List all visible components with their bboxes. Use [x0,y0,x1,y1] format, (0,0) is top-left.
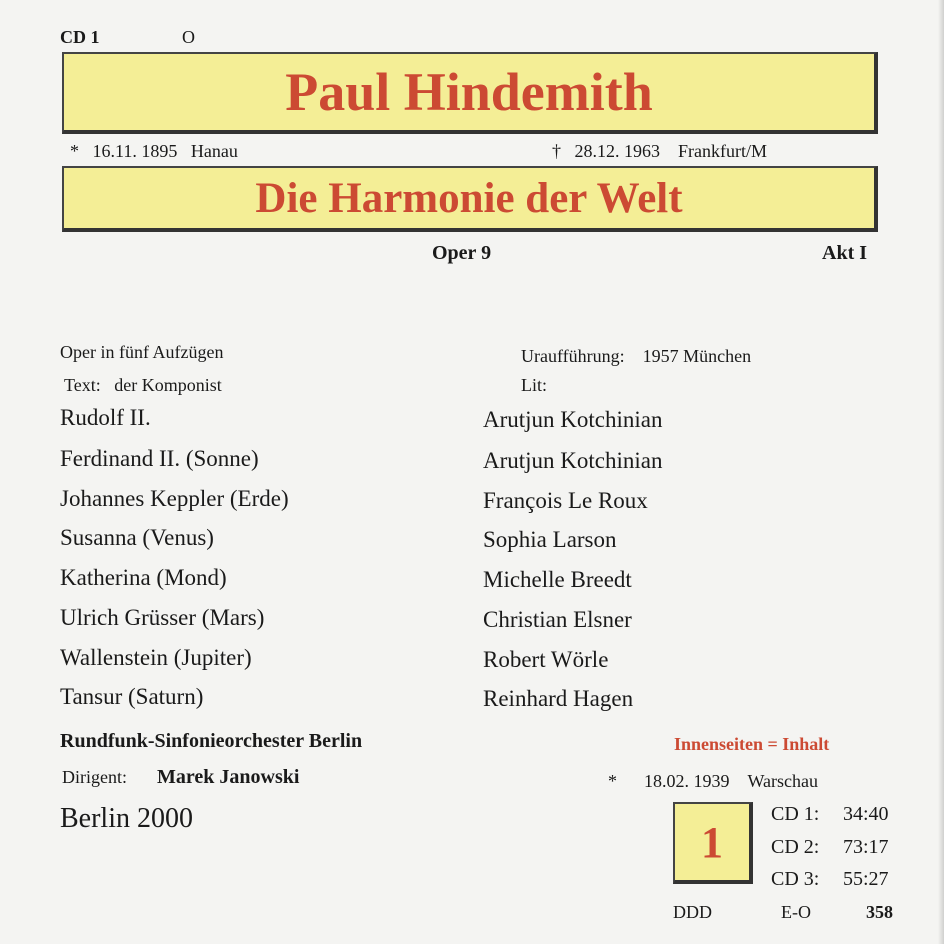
birth-symbol: * [70,141,79,161]
cast-singer: Arutjun Kotchinian [483,407,663,432]
cast-singer: Robert Wörle [483,647,609,672]
duration-time: 34:40 [843,803,889,825]
cast-singer: Sophia Larson [483,527,617,552]
conductor-birth-symbol: * [608,771,617,791]
cd-number-box [673,802,753,884]
lit-label: Lit: [521,375,547,395]
text-label: Text: [64,375,101,395]
cd-number: 1 [701,817,723,867]
conductor-birth-date: 18.02. 1939 [644,771,730,791]
act: Akt I [822,242,868,264]
cast-role: Tansur (Saturn) [60,684,204,709]
cast-singer: François Le Roux [483,488,648,513]
conductor-birth-place: Warschau [747,771,819,791]
text-value: der Komponist [114,375,222,395]
premiere [521,346,751,367]
inner-note: Innenseiten = Inhalt [674,734,830,754]
duration-time: 73:17 [843,836,889,858]
premiere-label: Uraufführung: [521,346,625,366]
death-place: Frankfurt/M [678,141,767,161]
cast-singer: Christian Elsner [483,607,632,632]
work-banner [62,166,878,232]
catalog-number: 358 [866,902,893,922]
birth-date: 16.11. 1895 [92,141,178,161]
page-edge-shadow [938,0,944,944]
cast-singer: Reinhard Hagen [483,686,634,711]
duration-time: 55:27 [843,868,889,890]
composer-death [552,141,767,162]
cast-role: Susanna (Venus) [60,525,214,550]
cast-singer: Michelle Breedt [483,567,632,592]
work-title: Die Harmonie der Welt [255,174,683,222]
opus: Oper 9 [432,242,492,264]
death-symbol: † [552,141,561,161]
cast-singer: Arutjun Kotchinian [483,448,663,473]
composer-banner [62,52,878,134]
composer-birth [70,141,238,162]
cast-role: Katherina (Mond) [60,565,227,590]
conductor-label: Dirigent: [62,767,127,787]
duration-label: CD 1: [771,803,820,825]
composer-name: Paul Hindemith [285,62,653,122]
cast-role: Ulrich Grüsser (Mars) [60,605,265,630]
cast-role: Rudolf II. [60,405,151,430]
text-credit [64,375,222,396]
recording-place-year: Berlin 2000 [60,803,193,834]
cast-role: Wallenstein (Jupiter) [60,645,252,670]
cast-role: Johannes Keppler (Erde) [60,486,289,511]
orchestra: Rundfunk-Sinfonieorchester Berlin [60,730,363,752]
birth-place: Hanau [190,141,238,161]
duration-label: CD 2: [771,836,820,858]
catalog-code: E-O [781,902,811,922]
duration-label: CD 3: [771,868,820,890]
premiere-value: 1957 München [642,346,752,366]
genre: Oper in fünf Aufzügen [60,342,224,362]
cast-role: Ferdinand II. (Sonne) [60,446,259,471]
cd-label: CD 1 [60,27,100,47]
conductor-birth [608,771,818,792]
marker: O [182,27,195,47]
format: DDD [673,902,712,922]
death-date: 28.12. 1963 [574,141,660,161]
conductor-name: Marek Janowski [157,766,300,788]
